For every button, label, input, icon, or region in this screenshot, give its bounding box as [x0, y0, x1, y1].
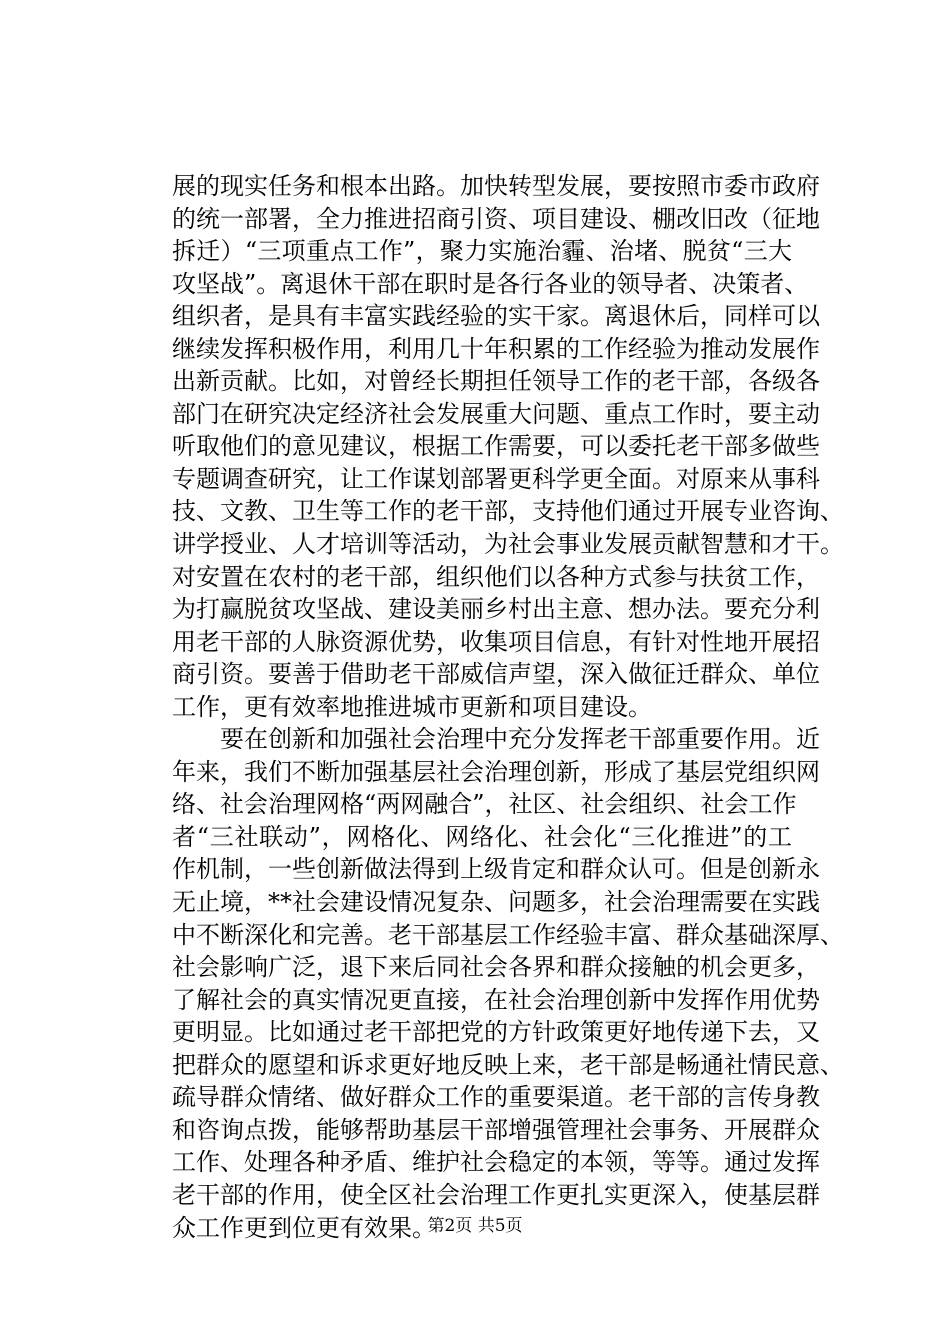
text-line: 组织者，是具有丰富实践经验的实干家。离退休后，同样可以 [172, 302, 820, 331]
text-line: 技、文教、卫生等工作的老干部，支持他们通过开展专业咨询、 [172, 497, 844, 526]
text-line: 社会影响广泛，退下来后同社会各界和群众接触的机会更多， [172, 953, 820, 982]
text-line: 中不断深化和完善。老干部基层工作经验丰富、群众基础深厚、 [172, 920, 844, 949]
text-line: 工作，更有效率地推进城市更新和项目建设。 [172, 692, 652, 721]
text-line: 把群众的愿望和诉求更好地反映上来，老干部是畅通社情民意、 [172, 1050, 844, 1079]
text-line: 出新贡献。比如，对曾经长期担任领导工作的老干部，各级各 [172, 367, 820, 396]
text-line: 络、社会治理网格“两网融合”，社区、社会组织、社会工作 [172, 790, 797, 819]
text-line: 和咨询点拨，能够帮助基层干部增强管理社会事务、开展群众 [172, 1115, 820, 1144]
text-line: 老干部的作用，使全区社会治理工作更扎实更深入，使基层群 [172, 1180, 820, 1209]
text-line: 拆迁）“三项重点工作”，聚力实施治霾、治堵、脱贫“三大 [172, 237, 792, 266]
text-line: 继续发挥积极作用，利用几十年积累的工作经验为推动发展作 [172, 334, 820, 363]
text-line: 者“三社联动”，网格化、网络化、社会化“三化推进”的工 [172, 822, 792, 851]
text-line: 众工作更到位更有效果。 [172, 1213, 436, 1242]
text-line: 攻坚战”。离退休干部在职时是各行各业的领导者、决策者、 [172, 269, 809, 298]
page-footer: 第2页 共5页 [427, 1216, 523, 1236]
text-line: 商引资。要善于借助老干部威信声望，深入做征迁群众、单位 [172, 660, 820, 689]
text-line: 工作、处理各种矛盾、维护社会稳定的本领，等等。通过发挥 [172, 1148, 820, 1177]
paragraph [172, 170, 844, 723]
text-line: 要在创新和加强社会治理中充分发挥老干部重要作用。近 [220, 725, 820, 754]
text-line: 更明显。比如通过老干部把党的方针政策更好地传递下去，又 [172, 1018, 820, 1047]
text-line: 展的现实任务和根本出路。加快转型发展，要按照市委市政府 [172, 172, 820, 200]
text-line: 听取他们的意见建议，根据工作需要，可以委托老干部多做些 [172, 432, 820, 461]
document-body [172, 170, 844, 1244]
text-line: 讲学授业、人才培训等活动，为社会事业发展贡献智慧和才干。 [172, 530, 844, 559]
text-line: 无止境，**社会建设情况复杂、问题多，社会治理需要在实践 [172, 888, 820, 917]
text-line: 疏导群众情绪、做好群众工作的重要渠道。老干部的言传身教 [172, 1083, 820, 1112]
text-line: 用老干部的人脉资源优势，收集项目信息，有针对性地开展招 [172, 627, 820, 656]
paragraph [172, 723, 844, 1244]
text-line: 了解社会的真实情况更直接，在社会治理创新中发挥作用优势 [172, 985, 820, 1014]
text-line: 为打赢脱贫攻坚战、建设美丽乡村出主意、想办法。要充分利 [172, 595, 820, 624]
text-line: 年来，我们不断加强基层社会治理创新，形成了基层党组织网 [172, 757, 820, 786]
text-line: 专题调查研究，让工作谋划部署更科学更全面。对原来从事科 [172, 464, 820, 493]
text-line: 作机制，一些创新做法得到上级肯定和群众认可。但是创新永 [172, 855, 820, 884]
text-line: 对安置在农村的老干部，组织他们以各种方式参与扶贫工作， [172, 562, 820, 591]
text-line: 的统一部署，全力推进招商引资、项目建设、棚改旧改（征地 [172, 204, 820, 233]
text-line: 部门在研究决定经济社会发展重大问题、重点工作时，要主动 [172, 399, 820, 428]
